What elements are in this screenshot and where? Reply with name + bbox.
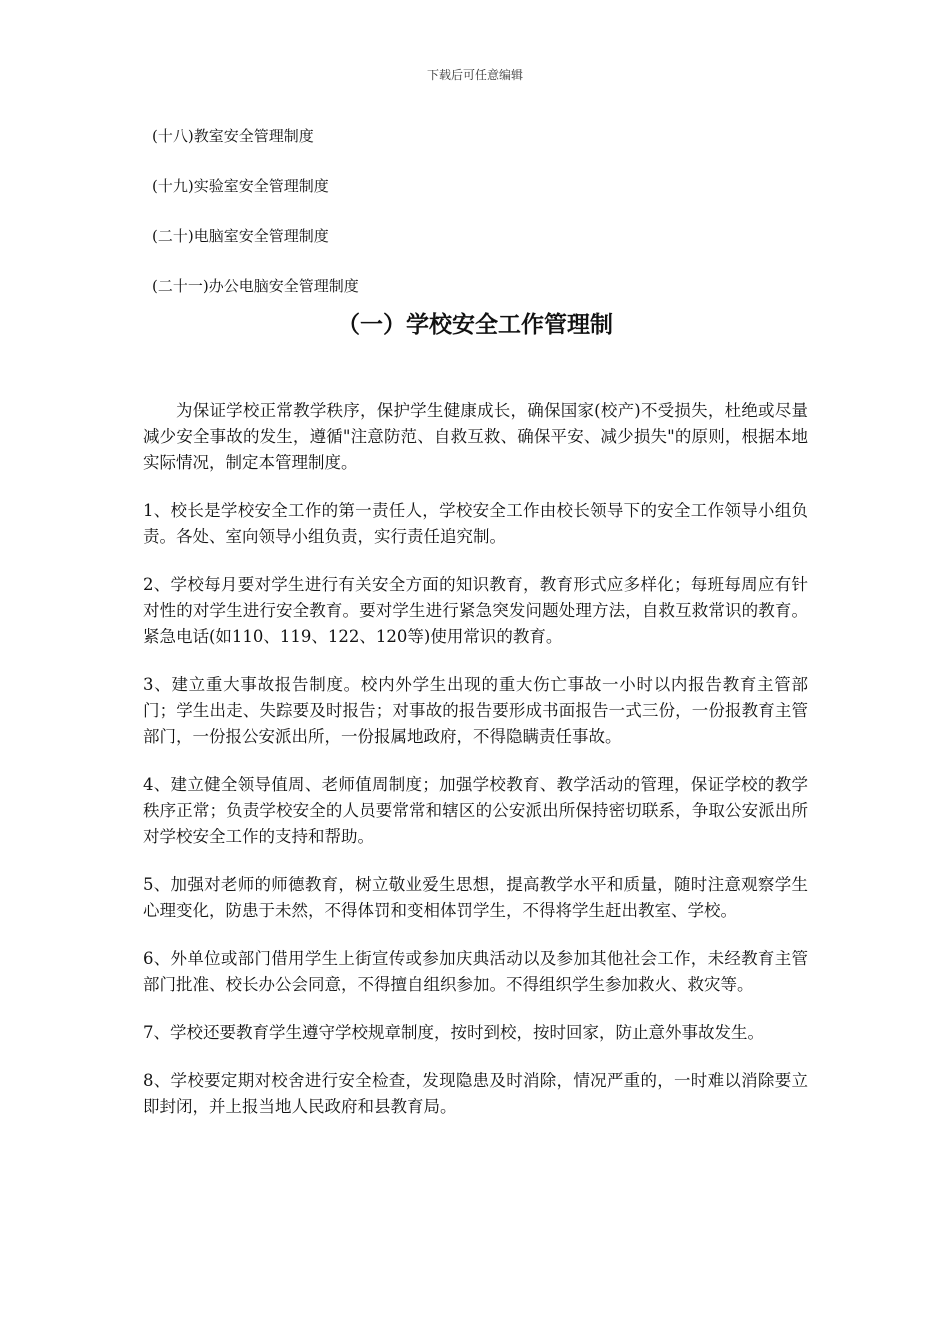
rule-paragraph: 8、学校要定期对校舍进行安全检查，发现隐患及时消除，情况严重的，一时难以消除要立即封闭，并上报当地人民政府和县教育局。 — [143, 1071, 808, 1116]
document-body — [143, 398, 808, 1142]
toc-item: (二十一)办公电脑安全管理制度 — [152, 277, 359, 295]
rule-paragraph: 1、校长是学校安全工作的第一责任人，学校安全工作由校长领导下的安全工作领导小组负责。各处、室向领导小组负责，实行责任追究制。 — [143, 501, 808, 546]
toc-item: (二十)电脑室安全管理制度 — [152, 227, 329, 245]
rule-paragraph: 7、学校还要教育学生遵守学校规章制度，按时到校，按时回家，防止意外事故发生。 — [143, 1023, 764, 1042]
header-note: 下载后可任意编辑 — [426, 68, 523, 82]
rule-paragraph: 2、学校每月要对学生进行有关安全方面的知识教育，教育形式应多样化；每班每周应有针对性的对学生进行安全教育。要对学生进行紧急突发问题处理方法，自救互救常识的教育。紧急电话(如110、119、122、120等)使用常识的教育。 — [143, 575, 808, 646]
intro-paragraph: 为保证学校正常教学秩序，保护学生健康成长，确保国家(校产)不受损失，杜绝或尽量减少安全事故的发生，遵循"注意防范、自救互救、确保平安、减少损失"的原则，根据本地实际情况，制定本管理制度。 — [143, 401, 808, 472]
rule-paragraph: 4、建立健全领导值周、老师值周制度；加强学校教育、教学活动的管理，保证学校的教学秩序正常；负责学校安全的人员要常常和辖区的公安派出所保持密切联系，争取公安派出所对学校安全工作的支持和帮助。 — [143, 775, 808, 846]
rule-paragraph: 5、加强对老师的师德教育，树立敬业爱生思想，提高教学水平和质量，随时注意观察学生心理变化，防患于未然，不得体罚和变相体罚学生，不得将学生赶出教室、学校。 — [143, 875, 808, 920]
toc-item: (十九)实验室安全管理制度 — [152, 177, 329, 195]
toc-item: (十八)教室安全管理制度 — [152, 127, 314, 145]
rule-paragraph: 6、外单位或部门借用学生上街宣传或参加庆典活动以及参加其他社会工作，未经教育主管部门批准、校长办公会同意，不得擅自组织参加。不得组织学生参加救火、救灾等。 — [143, 949, 808, 994]
rule-paragraph: 3、建立重大事故报告制度。校内外学生出现的重大伤亡事故一小时以内报告教育主管部门；学生出走、失踪要及时报告；对事故的报告要形成书面报告一式三份，一份报教育主管部门，一份报公安派出所，一份报属地政府，不得隐瞒责任事故。 — [143, 675, 808, 746]
table-of-contents — [152, 125, 752, 325]
section-title: （一）学校安全工作管理制 — [337, 312, 613, 338]
